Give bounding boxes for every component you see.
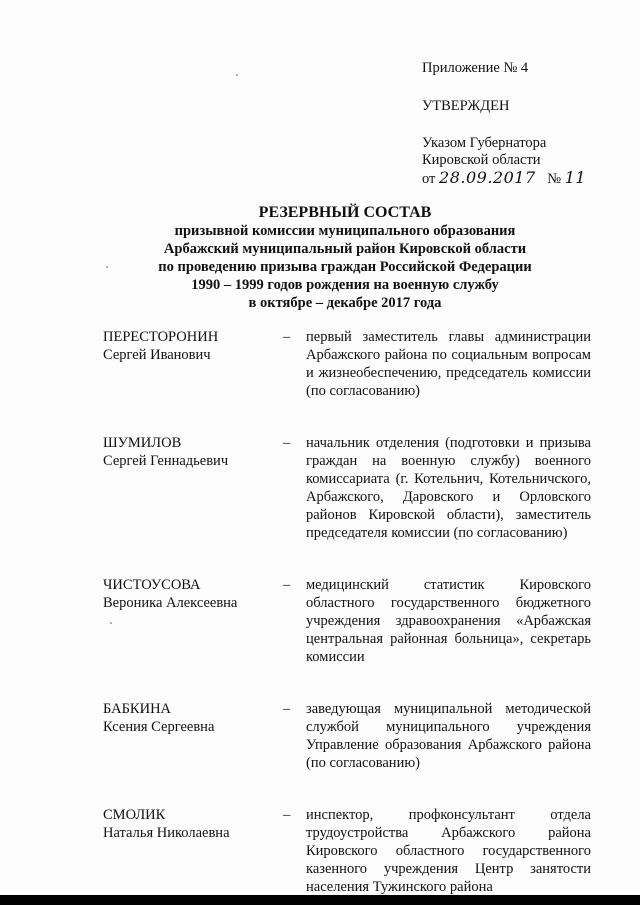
member-role: начальник отделения (подготовки и призыва граждан на военную службу) военного комиссариата (г. Котельнич, Котельничского, Арбажского, Даровского и Орловского районов Кировской области), заместитель председателя комиссии (по согласованию) (306, 435, 591, 541)
member-role: первый заместитель главы администрации Арбажского района по социальным вопросам и жизнеобеспечению, председатель комиссии (по согласованию) (306, 329, 591, 399)
member-role: заведующая муниципальной методической службой муниципального учреждения Управление образования Арбажского района (по согласованию) (306, 701, 591, 771)
scan-speck (236, 74, 238, 76)
decree-line-1: Указом Губернатора (422, 135, 547, 151)
member-row (103, 434, 591, 542)
from-label: от (422, 171, 436, 187)
member-name (103, 328, 283, 400)
title-main: РЕЗЕРВНЫЙ СОСТАВ (258, 204, 432, 221)
member-dash: – (283, 329, 291, 345)
number-label: № (547, 171, 562, 187)
member-given-name: Вероника Алексеевна (103, 595, 238, 611)
member-dash: – (283, 435, 291, 451)
member-given-name: Сергей Иванович (103, 347, 211, 363)
handwritten-date: 28.09.2017 (439, 168, 536, 187)
member-name (103, 434, 283, 542)
member-surname: ЧИСТОУСОВА (103, 577, 201, 593)
title-line: по проведению призыва граждан Российской Федерации (158, 259, 532, 275)
member-row (103, 700, 591, 772)
member-given-name: Сергей Геннадьевич (103, 453, 229, 469)
member-surname: ШУМИЛОВ (103, 435, 182, 451)
handwritten-number: 11 (564, 168, 587, 187)
member-given-name: Наталья Николаевна (103, 825, 230, 841)
scan-speck (106, 266, 108, 268)
approved-label: УТВЕРЖДЕН (422, 98, 510, 114)
decree-date-line (422, 169, 622, 188)
member-surname: ПЕРЕСТОРОНИН (103, 329, 219, 345)
title-line: призывной комиссии муниципального образования (174, 223, 516, 239)
member-row (103, 328, 591, 400)
member-dash: – (283, 577, 291, 593)
member-surname: БАБКИНА (103, 701, 172, 717)
members-list (103, 328, 591, 896)
member-row (103, 576, 591, 666)
decree-line-2: Кировской области (422, 152, 541, 168)
title-line: 1990 – 1999 годов рождения на военную службу (191, 277, 499, 293)
document-title (60, 203, 630, 312)
member-given-name: Ксения Сергеевна (103, 719, 215, 735)
member-surname: СМОЛИК (103, 807, 166, 823)
member-name (103, 806, 283, 896)
appendix-label: Приложение № 4 (422, 60, 529, 76)
title-line: Арбажский муниципальный район Кировской области (163, 241, 527, 257)
scan-edge-bar (0, 895, 640, 905)
approval-stamp (422, 60, 622, 188)
scan-speck (110, 622, 112, 624)
member-name (103, 576, 283, 666)
member-role: инспектор, профконсультант отдела трудоустройства Арбажского района Кировского областного государственного казенного учреждения Центр занятости населения Тужинского района (306, 807, 591, 895)
member-dash: – (283, 701, 291, 717)
member-row (103, 806, 591, 896)
member-name (103, 700, 283, 772)
title-line: в октябре – декабре 2017 года (248, 295, 442, 311)
member-dash: – (283, 807, 291, 823)
member-role: медицинский статистик Кировского областного государственного бюджетного учреждения здравоохранения «Арбажская центральная районная больница», секретарь комиссии (306, 577, 591, 665)
